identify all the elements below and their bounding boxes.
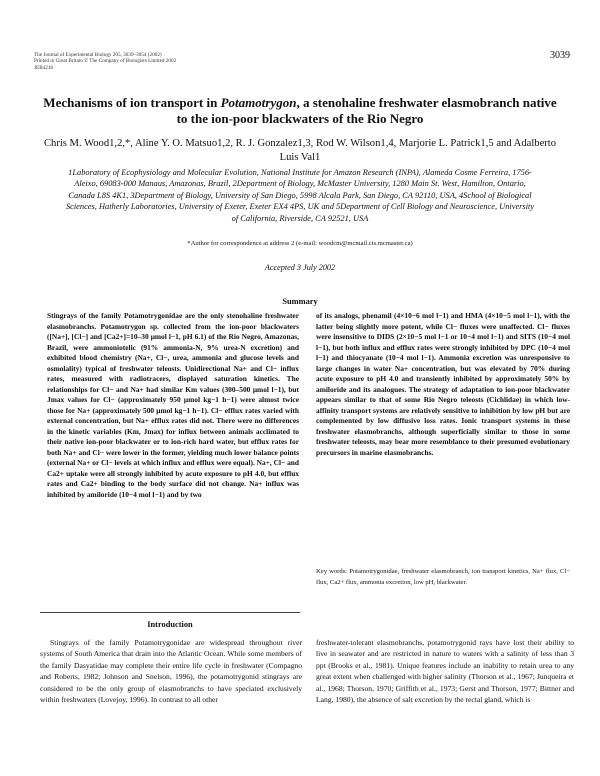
introduction-heading: Introduction (147, 620, 193, 629)
journal-citation: The Journal of Experimental Biology 205, 3039–3054 (2002) (34, 52, 162, 58)
summary-left-column: Stingrays of the family Potamotrygonidae are the only stenohaline freshwater elasmobranchs. Potamotrygon sp. collected from the ion-poor blackwaters ([Na+], [Cl−] and [Ca2+]=10–30 μmol l−1, pH 6.1) of the Rio Negro, Amazonas, Brazil, were ammoniotelic (91% ammonia-N, 9% urea-N excretion) and exhibited blood chemistry (Na+, Cl−, urea, ammonia and glucose levels and osmolality) typical of freshwater teleosts. Unidirectional Na+ and Cl− influx rates, measured with radiotracers, displayed saturation kinetics. The relationships for Cl− and Na+ had similar Km values (300–500 μmol l−1), but Jmax values for Cl− (approximately 950 μmol kg−1 h−1) were almost twice those for Na+ (approximately 500 μmol kg−1 h−1). Cl− efflux rates varied with external concentration, but Na+ efflux rates did not. There were no differences in the kinetic variables (Km, Jmax) for influx between animals acclimated to their native ion-poor blackwater or to ion-rich hard water, but efflux rates for both Na+ and Cl− were lower in the former, yielding much lower balance points (external Na+ or Cl− levels at which influx and efflux were equal). Na+, Cl− and Ca2+ uptake were all strongly inhibited by acute exposure to pH 4.0, but efflux rates and Ca2+ binding to the body surface did not change. Na+ influx was inhibited by amiloride (10−4 mol l−1) and by two (47, 311, 299, 499)
summary-heading: Summary (282, 297, 318, 306)
correspondence-note: *Author for correspondence at address 2 (e-mail: woodcm@mcmail.cis.mcmaster.ca) (187, 240, 413, 247)
affiliations: 1Laboratory of Ecophysiology and Molecular Evolution, National Institute for Amazon Research (INPA), Alameda Cosme Ferreira, 1756-Aleixo, 69083-000 Manaus, Amazonas, Brazil, 2Department of Biology, McMaster University, 1280 Main St. West, Hamilton, Ontario, Canada L8S 4K1, 3Department of Biology, University of San Diego, 5998 Alcala Park, San Diego, CA 92110, USA, 4School of Biological Sciences, Hatherly Laboratories, University of Exeter, Exeter EX4 4PS, UK and 5Department of Cell Biology and Neuroscience, University of California, Riverside, CA 92521, USA (65, 168, 535, 223)
introduction-right-column: freshwater-tolerant elasmobranchs, potamotrygonid rays have lost their ability to live in seawater and are restricted in nature to waters with a salinity of less than 3 ppt (Brooks et al., 1981). Unique features include an inability to retain urea to any great extent when challenged with higher salinity (Thorson et al., 1967; Junqueira et al., 1968; Thorson, 1970; Griffith et al., 1973; Gerst and Thorson, 1977; Bittner and Lang, 1980), the absence of salt excretion by the rectal gland, which is (316, 638, 574, 705)
introduction-left-column: Stingrays of the family Potamotrygonidae are widespread throughout river systems of South America that drain into the Atlantic Ocean. While some members of the family Dasyatidae may complete their entire life cycle in freshwater (Compagno and Roberts, 1982; Johnson and Snelson, 1996), the potamotrygonid stingrays are considered to be the only group of elasmobranchs to have speciated exclusively within freshwaters (Lovejoy, 1996). In contrast to all other (40, 638, 302, 705)
title-genus: Potamotrygon (220, 95, 297, 110)
accepted-date: Accepted 3 July 2002 (264, 263, 336, 272)
title-part-2: , a stenohaline freshwater elasmobranch native to the ion-poor blackwaters of the Rio Negro (176, 95, 557, 126)
journal-copyright: Printed in Great Britain © The Company of Biologists Limited 2002 (34, 58, 177, 65)
title-part-1: Mechanisms of ion transport in (43, 95, 221, 110)
article-title (40, 95, 560, 127)
journal-header (34, 52, 176, 71)
section-divider (40, 612, 300, 613)
journal-article-id: JEB4218 (34, 64, 54, 71)
page-number: 3039 (550, 50, 570, 61)
summary-right-column: of its analogs, phenamil (4×10−6 mol l−1) and HMA (4×10−5 mol l−1), with the latter being slightly more potent, while Cl− fluxes were unaffected. Cl− fluxes were insensitive to DIDS (2×10−5 mol l−1 or 10−4 mol l−1) and SITS (10−4 mol l−1), but both influx and efflux rates were strongly inhibited by DPC (10−4 mol l−1) and thiocyanate (10−4 mol l−1). Ammonia excretion was unresponsive to large changes in water Na+ concentration, but was elevated by 70% during acute exposure to pH 4.0 and transiently inhibited by approximately 50% by amiloride and its analogues. The strategy of adaptation to ion-poor blackwater appears similar to that of some Rio Negro teleosts (Cichlidae) in which low-affinity transport systems are relatively sensitive to inhibition by low pH but are complemented by low diffusive loss rates. Ionic transport systems in these freshwater elasmobranchs, although superficially similar to those in some freshwater teleosts, may bear more resemblance to their presumed evolutionary precursors in marine elasmobranchs. (316, 311, 570, 457)
author-list: Chris M. Wood1,2,*, Aline Y. O. Matsuo1,2, R. J. Gonzalez1,3, Rod W. Wilson1,4, Marjorie L. Patrick1,5 and Adalberto Luis Val1 (43, 138, 557, 163)
keywords: Key words: Potamotrygonidae, freshwater elasmobranch, ion transport kinetics, Na+ flux, Cl− flux, Ca2+ flux, ammonia excretion, low pH, blackwater. (316, 568, 570, 586)
